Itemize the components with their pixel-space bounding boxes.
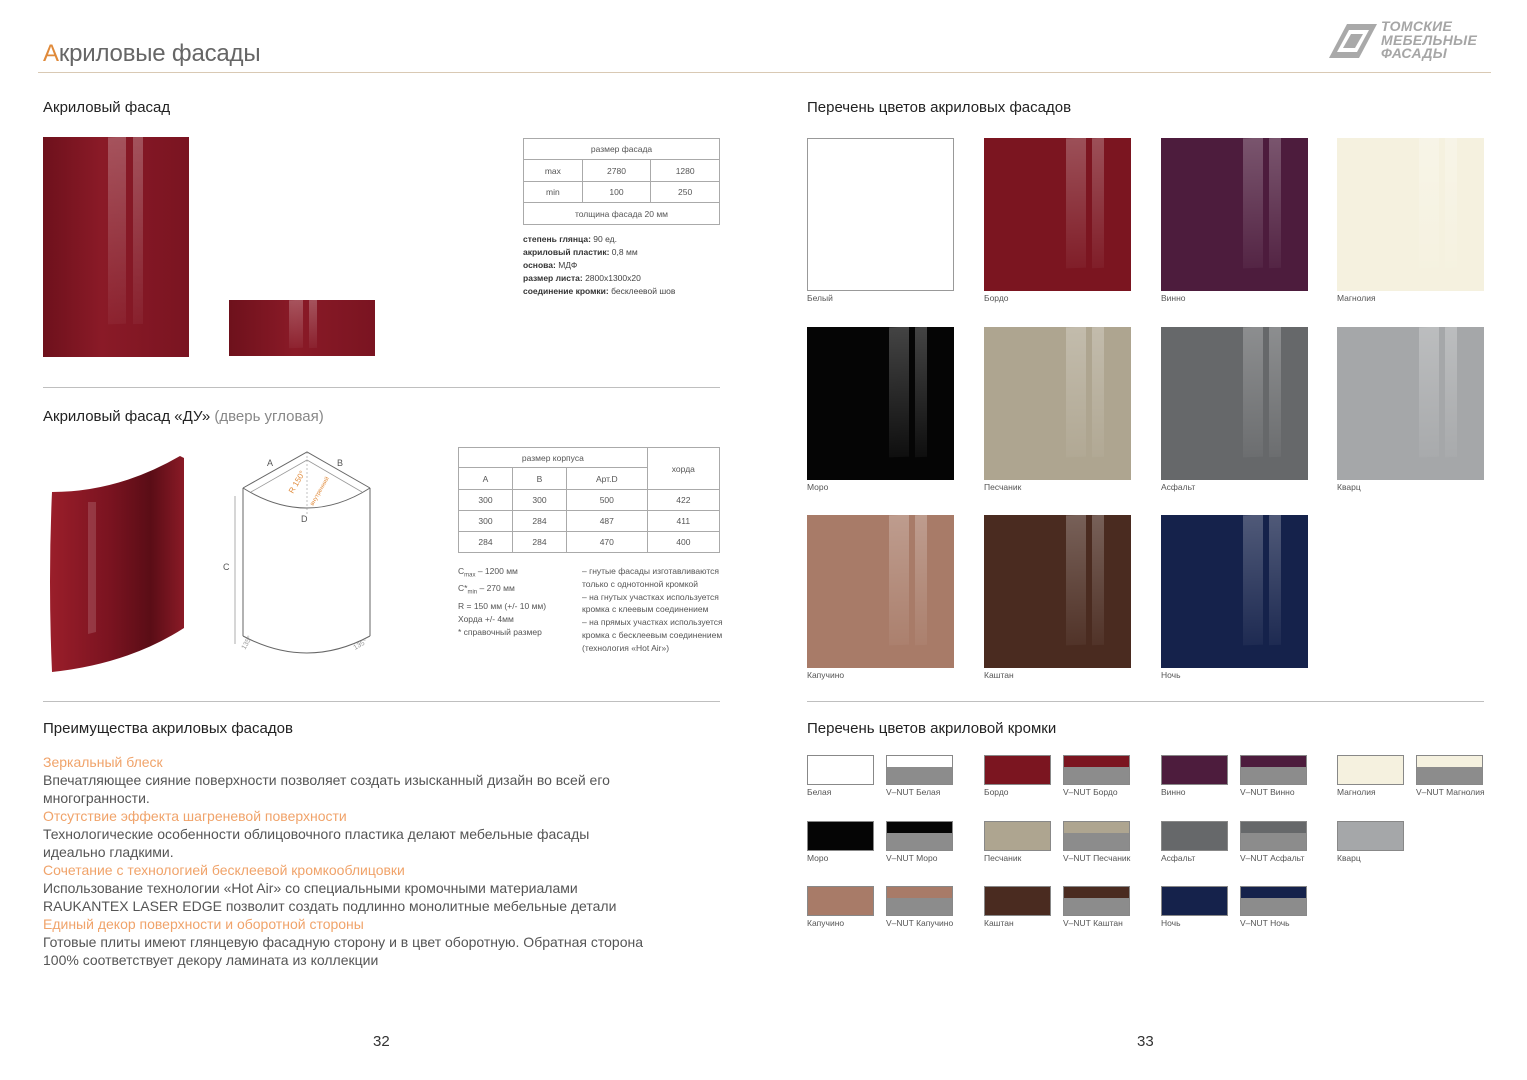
param-row: акриловый пластик: 0,8 мм [523, 247, 638, 257]
table-cell: 422 [647, 490, 719, 511]
vnut-edge-swatch [1240, 821, 1307, 851]
note-line: – гнутые фасады изготавливаются [582, 566, 719, 576]
colors-heading: Перечень цветов акриловых фасадов [807, 99, 1072, 116]
page-title: Акриловые фасады [43, 40, 261, 67]
edge-swatch [984, 886, 1051, 916]
color-swatch-label: Кварц [1337, 482, 1361, 492]
edge-swatch-label: Кварц [1337, 853, 1361, 863]
note-cmax: $C_{max} - 1200$ мм [458, 566, 518, 579]
param-row: соединение кромки: бесклеевой шов [523, 286, 676, 296]
facade-sample-tall [43, 137, 189, 357]
edge-swatch [807, 755, 874, 785]
color-swatch [984, 327, 1131, 480]
vnut-edge-swatch [1240, 886, 1307, 916]
du-heading: Акриловый фасад «ДУ» (дверь угловая) [43, 408, 324, 425]
vnut-edge-swatch-label: V–NUT Магнолия [1416, 787, 1485, 797]
note-cmin: $C*_{min} - 270$ мм [458, 583, 515, 597]
vnut-edge-swatch [1063, 886, 1130, 916]
column-header: B [512, 468, 566, 490]
color-swatch-label: Капучино [807, 670, 845, 680]
diagram-label-angle-right: 135° [352, 638, 369, 652]
edge-swatch-label: Моро [807, 853, 829, 863]
color-swatch-label: Асфальт [1161, 482, 1196, 492]
corner-door-diagram [215, 448, 395, 678]
color-swatch [1161, 138, 1308, 291]
table-cell: min [524, 182, 583, 203]
advantage-text: Технологические особенности облицовочного пластика делают мебельные фасады [43, 826, 590, 842]
table-cell: 284 [512, 532, 566, 553]
advantage-text: многогранности. [43, 790, 150, 806]
color-swatch-label: Песчаник [984, 482, 1022, 492]
advantage-title: Зеркальный блеск [43, 754, 163, 770]
edge-swatch [1161, 755, 1228, 785]
table-cell: max [524, 160, 583, 182]
chord-header: хорда [647, 448, 719, 490]
table-cell: 300 [459, 490, 513, 511]
table-cell: 1280 [651, 160, 720, 182]
table-cell: 300 [459, 511, 513, 532]
edge-swatch-label: Магнолия [1337, 787, 1376, 797]
table-cell: 487 [566, 511, 647, 532]
table-cell: 400 [647, 532, 719, 553]
edge-swatch-label: Капучино [807, 918, 845, 928]
column-header: Арт.D [566, 468, 647, 490]
vnut-edge-swatch [1416, 755, 1483, 785]
note-line: кромка с клеевым соединением [582, 604, 709, 615]
vnut-edge-swatch-label: V–NUT Асфальт [1240, 853, 1305, 863]
diagram-label-d: D [301, 514, 308, 524]
vnut-edge-swatch-label: V–NUT Ночь [1240, 918, 1290, 928]
logo-emblem-icon [1325, 18, 1381, 64]
advantage-title: Единый декор поверхности и оборотной стороны [43, 916, 364, 932]
edge-swatch-label: Бордо [984, 787, 1009, 797]
edge-swatch-label: Белая [807, 787, 832, 797]
color-swatch [1337, 327, 1484, 480]
color-swatch-label: Винно [1161, 293, 1186, 303]
edges-heading: Перечень цветов акриловой кромки [807, 720, 1057, 737]
edge-swatch [1337, 821, 1404, 851]
page-number-right: 33 [1137, 1033, 1154, 1050]
advantage-title: Отсутствие эффекта шагреневой поверхности [43, 808, 347, 824]
edge-swatch [807, 886, 874, 916]
param-row: основа: МДФ [523, 260, 578, 270]
advantage-text: Впечатляющее сияние поверхности позволяет создать изысканный дизайн во всей его [43, 772, 610, 788]
table-cell: 284 [459, 532, 513, 553]
color-swatch [807, 327, 954, 480]
edge-swatch-label: Асфальт [1161, 853, 1196, 863]
vnut-edge-swatch [1063, 755, 1130, 785]
edge-swatch-label: Песчаник [984, 853, 1022, 863]
color-swatch [807, 515, 954, 668]
edge-swatch-label: Каштан [984, 918, 1014, 928]
color-swatch [1161, 515, 1308, 668]
vnut-edge-swatch-label: V–NUT Песчаник [1063, 853, 1131, 863]
note-line: – на прямых участках используется [582, 617, 723, 628]
advantages-heading: Преимущества акриловых фасадов [43, 720, 293, 737]
note-radius: R = 150 мм (+/- 10 мм) [458, 600, 547, 611]
table-cell: 100 [582, 182, 651, 203]
color-swatch-label: Ночь [1161, 670, 1181, 680]
table-cell: 2780 [582, 160, 651, 182]
facade-sample-wide [229, 300, 375, 356]
section-divider [807, 701, 1484, 702]
table-cell: 470 [566, 532, 647, 553]
edge-swatch [807, 821, 874, 851]
facade-parameters [523, 233, 675, 298]
facade-heading: Акриловый фасад [43, 99, 171, 116]
table-cell: 500 [566, 490, 647, 511]
advantage-text: Использование технологии «Hot Air» со специальными кромочными материалами [43, 880, 578, 896]
brand-logo [1325, 18, 1490, 66]
vnut-edge-swatch-label: V–NUT Бордо [1063, 787, 1118, 797]
color-swatch-label: Бордо [984, 293, 1009, 303]
body-table-header: размер корпуса [459, 448, 648, 468]
diagram-label-a: A [267, 458, 274, 468]
note-line: кромка с бесклеевым соединением [582, 629, 723, 640]
column-header: A [459, 468, 513, 490]
curved-facade-image [48, 452, 188, 674]
param-row: степень глянца: 90 ед. [523, 234, 617, 244]
advantage-text: Готовые плиты имеют глянцевую фасадную сторону и в цвет оборотную. Обратная сторона [43, 934, 644, 950]
diagram-label-angle-left: 135° [240, 634, 254, 651]
body-size-table [458, 447, 720, 553]
color-swatch [1337, 138, 1484, 291]
edge-swatch-label: Винно [1161, 787, 1186, 797]
vnut-edge-swatch [1240, 755, 1307, 785]
manufacturing-notes [582, 565, 723, 655]
advantage-title: Сочетание с технологией бесклеевой кромкооблицовки [43, 862, 405, 878]
table-cell: 300 [512, 490, 566, 511]
advantage-text: идеально гладкими. [43, 844, 174, 860]
edge-swatch [1337, 755, 1404, 785]
edge-swatch [984, 821, 1051, 851]
diagram-label-b: B [337, 458, 344, 468]
table-cell: 250 [651, 182, 720, 203]
table-cell: 284 [512, 511, 566, 532]
table-cell: 411 [647, 511, 719, 532]
param-row: размер листа: 2800х1300х20 [523, 273, 641, 283]
edge-swatch [984, 755, 1051, 785]
advantages-list [43, 753, 703, 969]
advantage-text: RAUKANTEX LASER EDGE позволит создать подлинно монолитные мебельные детали [43, 898, 617, 914]
color-swatch-label: Каштан [984, 670, 1014, 680]
edge-swatch-label: Ночь [1161, 918, 1181, 928]
edge-swatch [1161, 886, 1228, 916]
diagram-label-c: C [223, 562, 230, 572]
vnut-edge-swatch [886, 821, 953, 851]
color-swatch [984, 515, 1131, 668]
page-number-left: 32 [373, 1033, 390, 1050]
thickness-cell: толщина фасада 20 мм [524, 203, 720, 225]
note-chord: Хорда +/- 4мм [458, 613, 514, 624]
vnut-edge-swatch [886, 886, 953, 916]
header-divider [38, 72, 1491, 73]
diagram-label-inner: внутренний [309, 476, 331, 507]
advantage-text: 100% соответствует декору ламината из коллекции [43, 952, 379, 968]
diagram-label-radius: R 150° [286, 469, 308, 495]
vnut-edge-swatch-label: V–NUT Моро [886, 853, 938, 863]
vnut-edge-swatch-label: V–NUT Капучино [886, 918, 954, 928]
edge-swatch [1161, 821, 1228, 851]
section-divider [43, 387, 720, 388]
color-swatch [807, 138, 954, 291]
logo-text: ТОМСКИЕ МЕБЕЛЬНЫЕ ФАСАДЫ [1381, 18, 1478, 61]
section-divider [43, 701, 720, 702]
vnut-edge-swatch [1063, 821, 1130, 851]
vnut-edge-swatch-label: V–NUT Белая [886, 787, 941, 797]
vnut-edge-swatch-label: V–NUT Винно [1240, 787, 1295, 797]
color-swatch-label: Магнолия [1337, 293, 1376, 303]
dimension-notes [458, 565, 546, 638]
vnut-edge-swatch-label: V–NUT Каштан [1063, 918, 1123, 928]
color-swatch [1161, 327, 1308, 480]
facade-size-table [523, 138, 720, 225]
note-line: (технология «Hot Air») [582, 642, 670, 653]
note-line: – на гнутых участках используется [582, 591, 719, 602]
color-swatch-label: Моро [807, 482, 829, 492]
color-swatch-label: Белый [807, 293, 833, 303]
size-table-header: размер фасада [524, 139, 720, 160]
vnut-edge-swatch [886, 755, 953, 785]
color-swatch [984, 138, 1131, 291]
note-reference: * справочный размер [458, 626, 542, 637]
note-line: только с однотонной кромкой [582, 578, 699, 589]
